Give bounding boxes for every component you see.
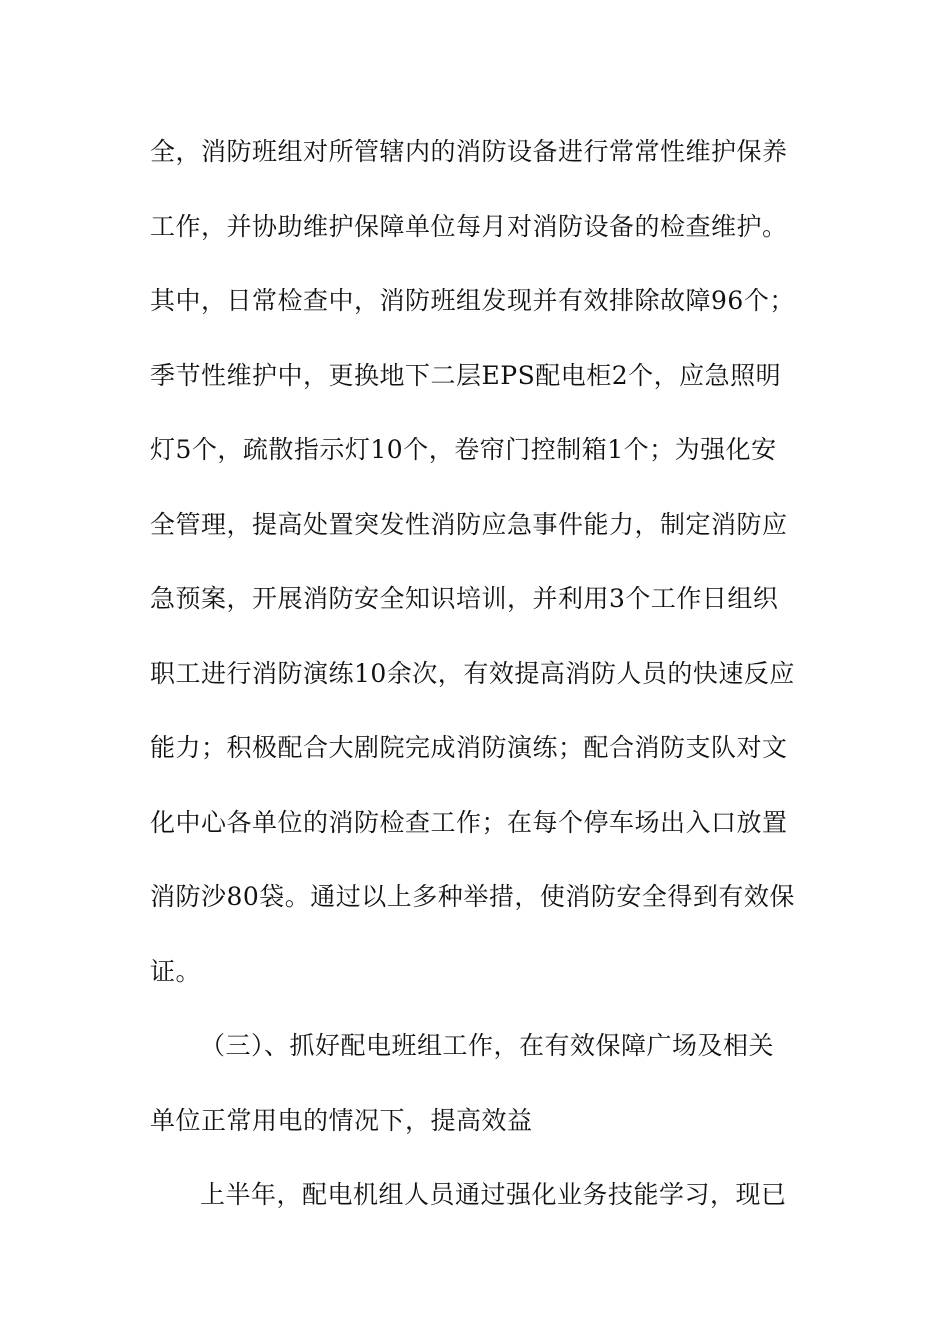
section-heading-line: （三）、抓好配电班组工作，在有效保障广场及相关	[200, 1031, 775, 1060]
body-text-line: 季节性维护中，更换地下二层EPS配电柜2个，应急照明	[150, 361, 782, 390]
body-text-line: 工作，并协助维护保障单位每月对消防设备的检查维护。	[150, 212, 788, 241]
body-text-line: 其中，日常检查中，消防班组发现并有效排除故障96个；	[150, 286, 795, 315]
body-text-line: 职工进行消防演练10余次，有效提高消防人员的快速反应	[150, 659, 795, 688]
body-text-line: 消防沙80袋。通过以上多种举措，使消防安全得到有效保	[150, 882, 795, 911]
body-text-line: 化中心各单位的消防检查工作；在每个停车场出入口放置	[150, 808, 788, 837]
section-heading-line: 单位正常用电的情况下，提高效益	[150, 1106, 533, 1135]
body-text-line: 能力；积极配合大剧院完成消防演练；配合消防支队对文	[150, 733, 788, 762]
body-text-line: 灯5个，疏散指示灯10个，卷帘门控制箱1个；为强化安	[150, 435, 777, 464]
body-text-line: 急预案，开展消防安全知识培训，并利用3个工作日组织	[150, 584, 779, 613]
body-text-line: 证。	[150, 957, 202, 986]
body-text-line: 全，消防班组对所管辖内的消防设备进行常常性维护保养	[150, 137, 788, 166]
body-text-line: 上半年，配电机组人员通过强化业务技能学习，现已	[200, 1180, 787, 1209]
body-text-line: 全管理，提高处置突发性消防应急事件能力，制定消防应	[150, 510, 788, 539]
